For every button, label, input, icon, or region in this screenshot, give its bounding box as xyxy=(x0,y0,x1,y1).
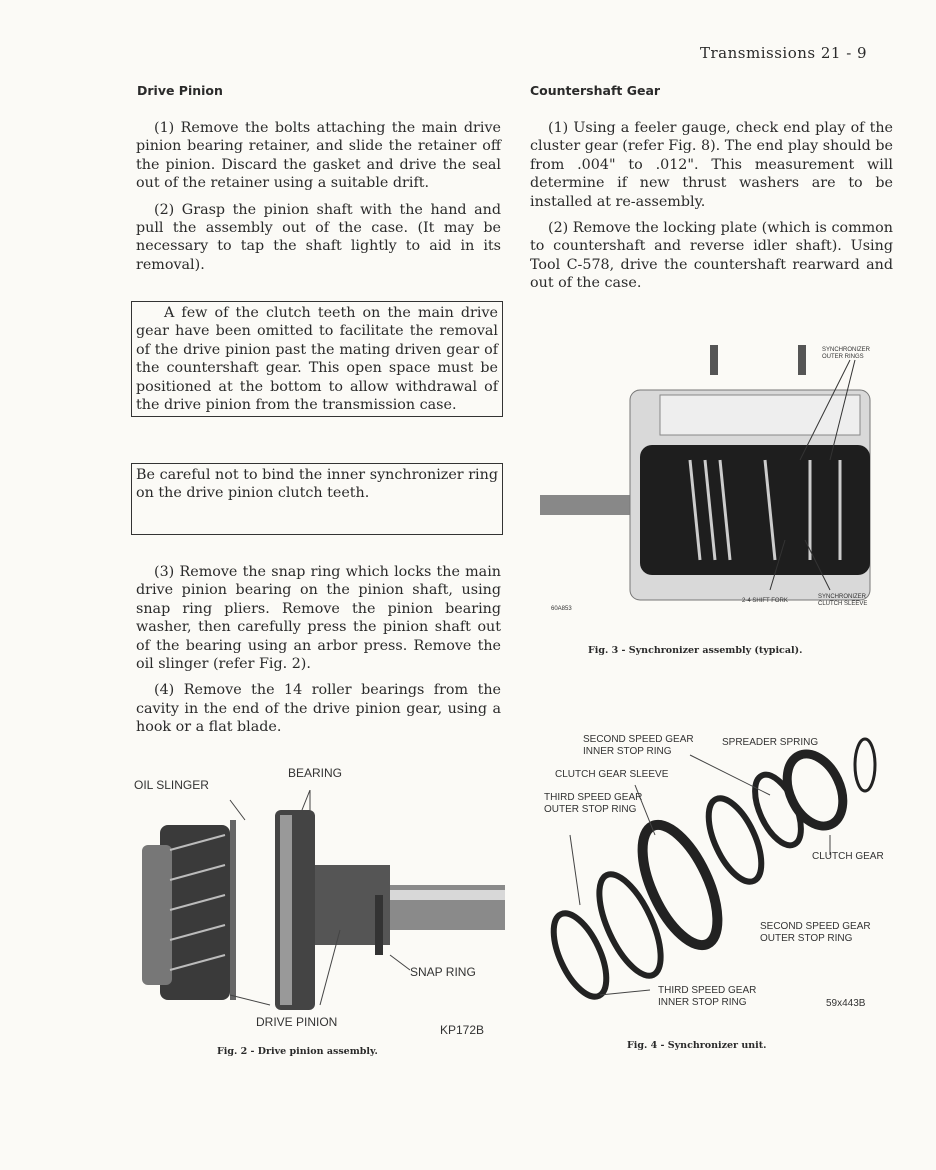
label-clutch-gear-sleeve: CLUTCH GEAR SLEEVE xyxy=(555,769,669,780)
drive-pinion-illustration xyxy=(130,790,510,1020)
label-snap-ring: SNAP RING xyxy=(410,965,476,979)
figure-code: 60A853 xyxy=(551,606,572,612)
section-heading-drive-pinion: Drive Pinion xyxy=(137,83,223,98)
label-third-speed-gear-outer-stop-ring: THIRD SPEED GEAR OUTER STOP RING xyxy=(544,792,643,815)
paragraph: (1) Using a feeler gauge, check end play of the cluster gear (refer Fig. 8). The end play should be from .004" to .012". This measurement will determine if new thrust washers are to be installed at re-assembly. xyxy=(530,120,893,210)
label-drive-pinion: DRIVE PINION xyxy=(256,1015,338,1029)
paragraph: (3) Remove the snap ring which locks the main drive pinion bearing on the pinion shaft, using snap ring pliers. Remove the pinion bearing washer, then carefully press the pinion shaft out of the bearing using an arbor press. Remove the oil slinger (refer Fig. 2). xyxy=(136,564,501,673)
paragraph: (1) Remove the bolts attaching the main drive pinion bearing retainer, and slide the retainer off the pinion. Discard the gasket and drive the seal out of the retainer using a suitable drift. xyxy=(136,120,501,192)
section-heading-countershaft-gear: Countershaft Gear xyxy=(530,83,661,98)
label-third-speed-gear-inner-stop-ring: THIRD SPEED GEAR INNER STOP RING xyxy=(658,985,757,1008)
label-synchronizer-clutch-sleeve: SYNCHRONIZER CLUTCH SLEEVE xyxy=(818,594,868,607)
label-oil-slinger: OIL SLINGER xyxy=(134,778,209,792)
left-column xyxy=(136,119,501,274)
figure-caption: Fig. 3 - Synchronizer assembly (typical). xyxy=(588,645,803,656)
figure-code: KP172B xyxy=(440,1023,485,1037)
label-second-speed-gear-outer-stop-ring: SECOND SPEED GEAR OUTER STOP RING xyxy=(760,921,871,944)
figure-caption: Fig. 4 - Synchronizer unit. xyxy=(627,1040,767,1051)
caution-box: Be careful not to bind the inner synchronizer ring on the drive pinion clutch teeth. xyxy=(131,463,503,535)
label-second-speed-gear-inner-stop-ring: SECOND SPEED GEAR INNER STOP RING xyxy=(583,734,694,757)
note-box: A few of the clutch teeth on the main drive gear have been omitted to facilitate the removal of the drive pinion past the mating driven gear of the countershaft gear. This open space must be positioned at the bottom to allow withdrawal of the drive pinion from the transmission case. xyxy=(131,301,503,417)
label-synchronizer-outer-rings: SYNCHRONIZER OUTER RINGS xyxy=(822,347,871,360)
paragraph: (4) Remove the 14 roller bearings from the cavity in the end of the drive pinion gear, using a hook or a flat blade. xyxy=(136,682,501,736)
label-bearing: BEARING xyxy=(288,766,343,780)
page-header: Transmissions 21 - 9 xyxy=(700,44,868,62)
figure-caption: Fig. 2 - Drive pinion assembly. xyxy=(217,1046,378,1057)
left-column-lower xyxy=(136,563,501,737)
label-clutch-gear: CLUTCH GEAR xyxy=(812,851,884,862)
right-column xyxy=(530,119,893,293)
paragraph: (2) Remove the locking plate (which is common to countershaft and reverse idler shaft). Using Tool C-578, drive the countershaft rearward and out of the case. xyxy=(530,220,893,292)
synchronizer-assembly-photo xyxy=(540,340,885,610)
label-spreader-spring: SPREADER SPRING xyxy=(722,737,819,748)
figure-code: 59x443B xyxy=(826,998,866,1009)
label-shift-fork: 2-4 SHIFT FORK xyxy=(742,598,788,604)
paragraph: (2) Grasp the pinion shaft with the hand and pull the assembly out of the case. (It may be necessary to tap the shaft lightly to aid in its removal). xyxy=(136,201,501,273)
